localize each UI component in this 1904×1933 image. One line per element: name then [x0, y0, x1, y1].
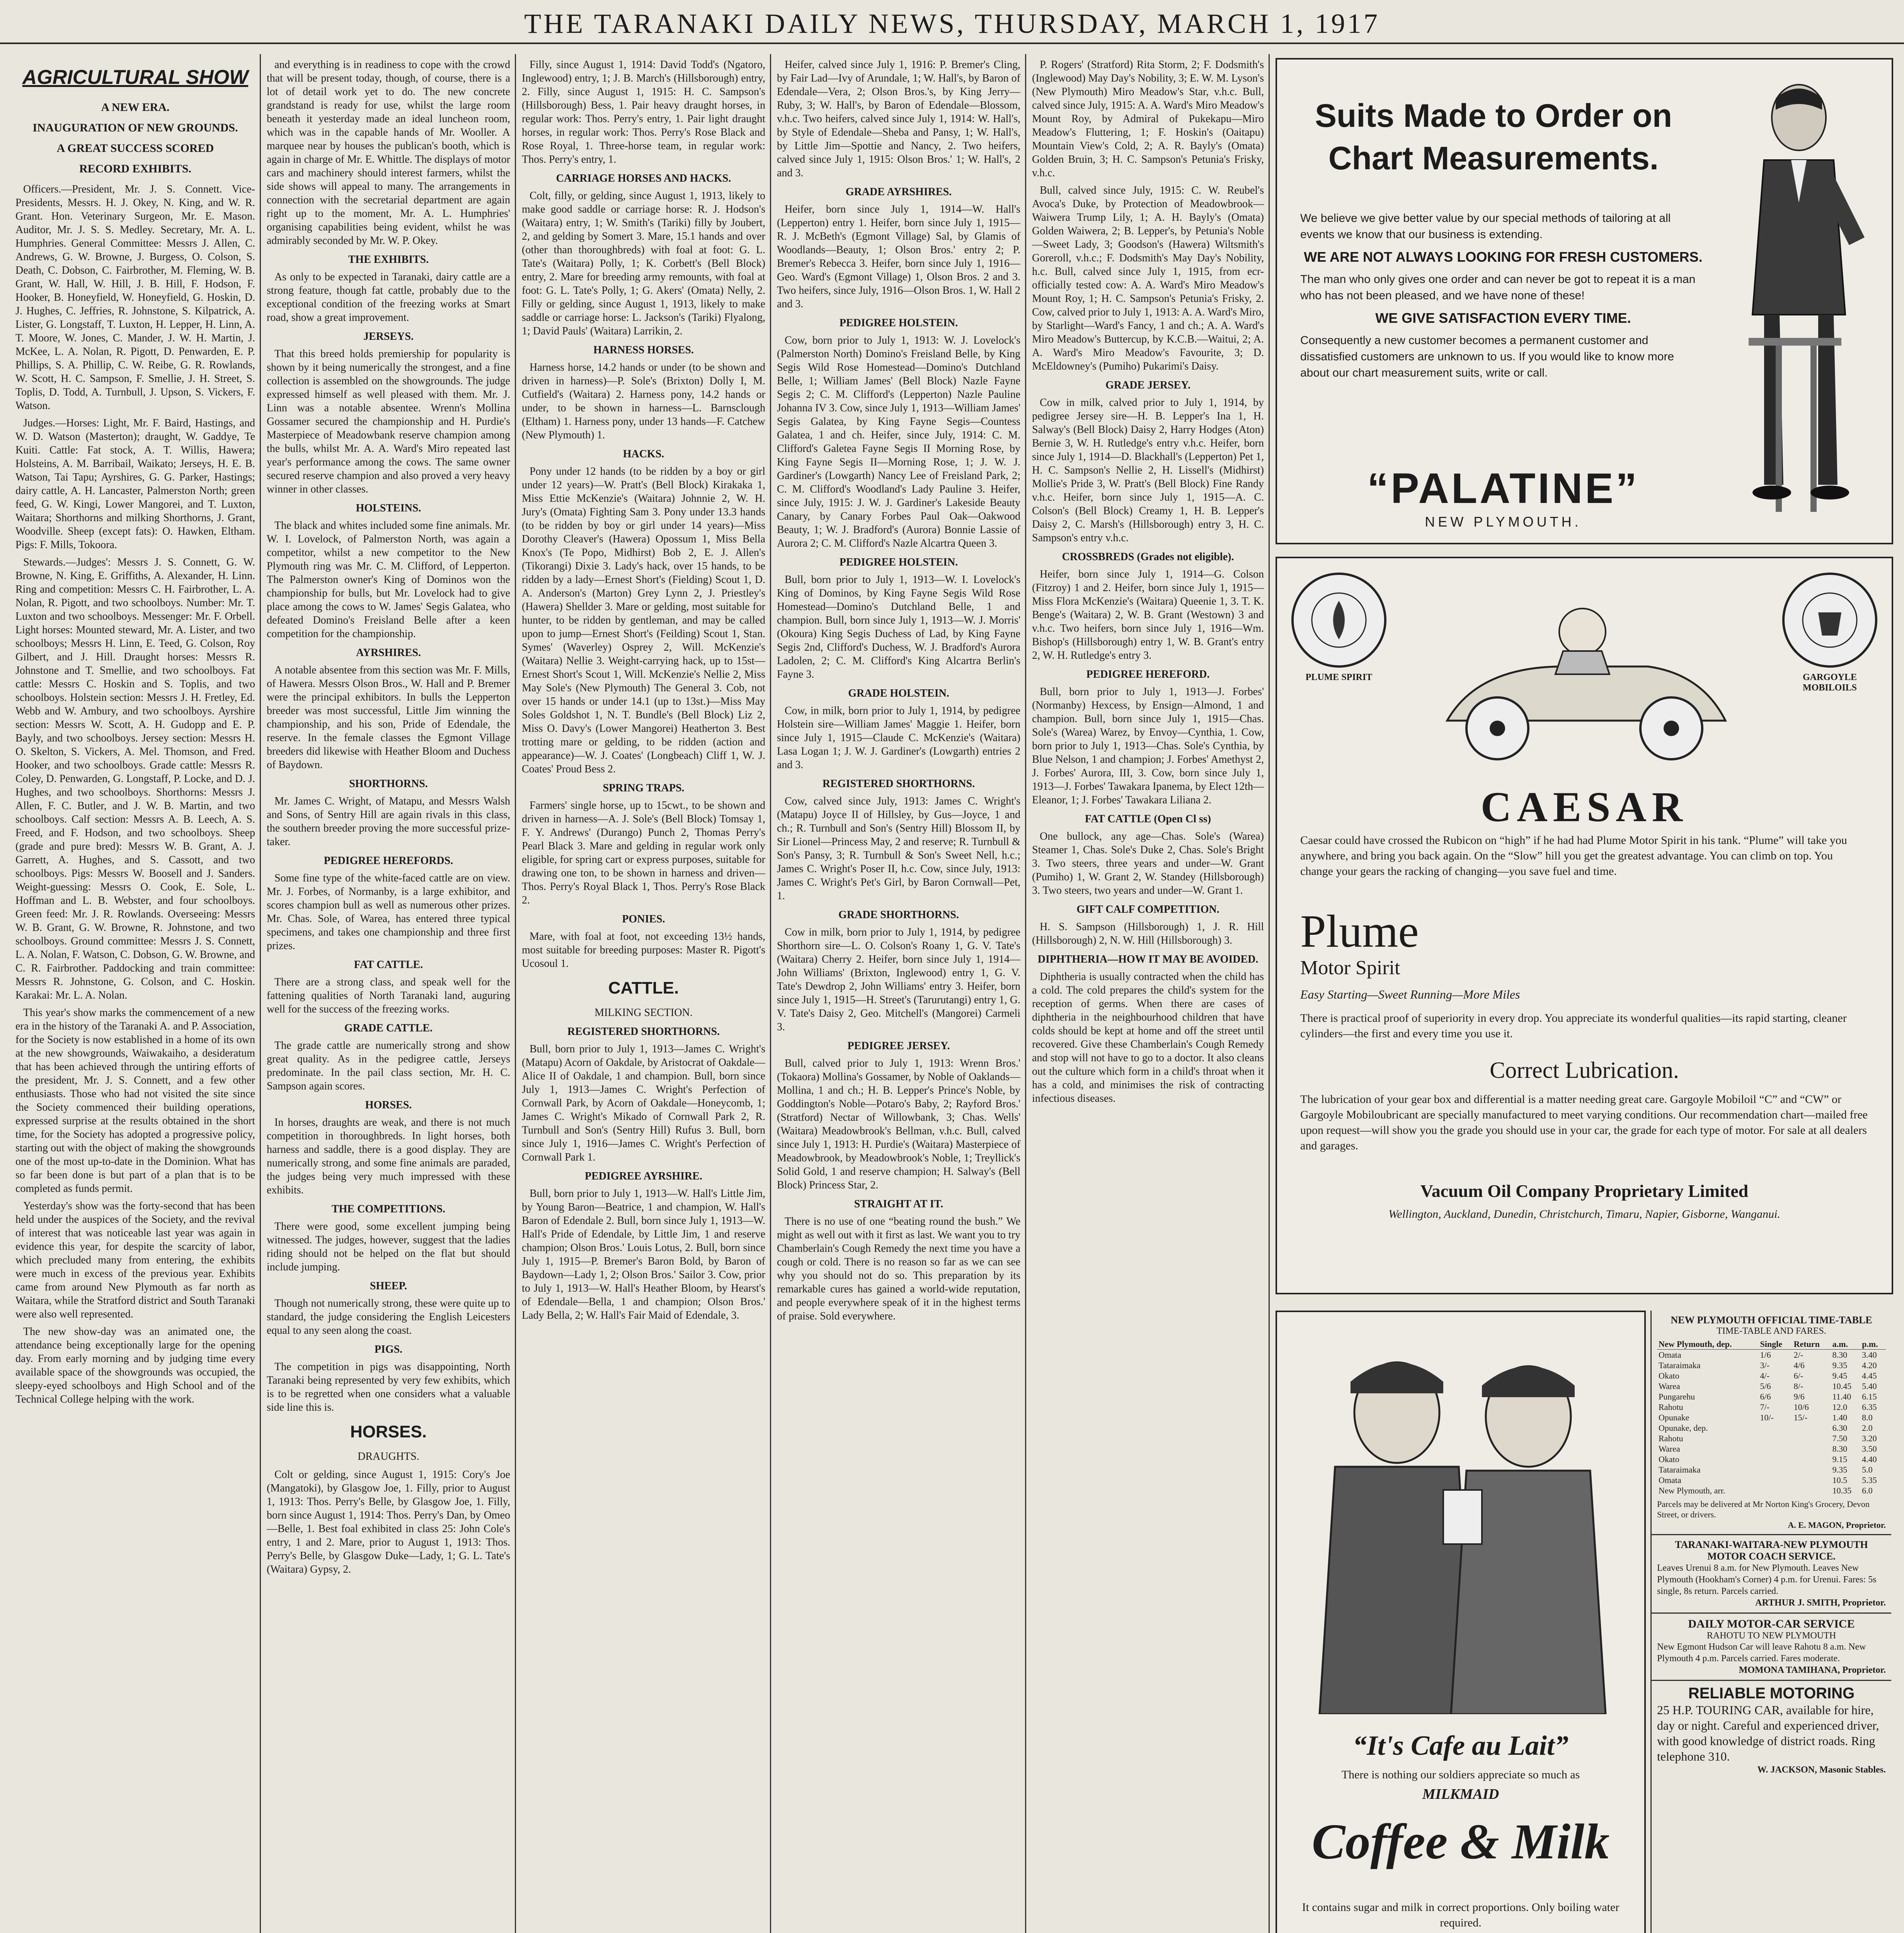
paragraph: Though not numerically strong, these were quite up to standard, the judge considering the English Leicesters equal to any seen along the coast. — [267, 1297, 510, 1336]
column-5 — [1032, 58, 1264, 1933]
timetable-body — [1657, 1350, 1886, 1496]
table-cell: 11.40 — [1832, 1392, 1851, 1401]
paragraph: Colt or gelding, since August 1, 1915: Cory's Joe (Mangatoki), by Glasgow Joe, 1. Filly, prior to August 1, 1913: Thos. Perry's Belle, by Glasgow Joe, 1. Filly, born since August 1, 1914: Thos. Perry's Dan, by Omeo—Belle, 1. Best foal exhibited in class 25: John Cole's entry, 1 and 2. Mare, prior to August 1, 1913: Thos. Perry's Belle, by Glasgow Duke—Lady, 1; G. L. Tate's (Waitara) Gypsy, 2. — [267, 1469, 510, 1575]
ad-product-name: Plume — [1300, 905, 1419, 957]
table-cell — [1759, 1464, 1792, 1475]
column-2 — [267, 58, 510, 1933]
paragraph: Mare, with foal at foot, not exceeding 13½ hands, most suitable for breeding purposes: Master R. Pigott's Ucosoul 1. — [522, 931, 765, 970]
section-heading: SPRING TRAPS. — [603, 782, 685, 794]
section-heading: STRAIGHT AT IT. — [854, 1198, 943, 1210]
paragraph: H. S. Sampson (Hillsborough) 1, J. R. Hill (Hillsborough) 2, N. W. Hill (Hillsborough) 3. — [1032, 921, 1264, 946]
table-row — [1657, 1412, 1886, 1423]
ad-body: 25 H.P. TOURING CAR, available for hire, day or night. Careful and experienced driver, with good knowledge of district roads. Ring telephone 310. — [1657, 1703, 1879, 1763]
coach-service-ad — [1652, 1534, 1891, 1613]
paragraph: Bull, born prior to July 1, 1913—W. I. Lovelock's King of Dominos, by King Fayne Segis Wild Rose Homestead—Domino's Dutchland Belle, 1 and champion. Bull, born since July 1, 1913—W. J. Morris' (Okoura) King Segis Duchess of Lad, by King Fayne Segis 2nd, Clifford's Duchess, W. J. Bradford's Aurora Ladolen, 2; C. M. Clifford's King Alcartra Berlin's Fayne 3. — [777, 574, 1020, 680]
section-heading: GRADE CATTLE. — [344, 1022, 433, 1034]
paragraph: Bull, calved prior to July 1, 1913: Wrenn Bros.' (Tokaora) Mollina's Gossamer, by Noble of Oaklands—Mollina, 1 and ch.; H. B. Lepper's Prince's Noble, by Goddington's Noble—Potaro's Baby, 2; Rayford Bros.' (Stratford) Nectar of Willowbank, 3; Chas. Wells' (Waitara) Meadowbrook's Bellman, v.h.c. Bull, calved since July 1, 1913: H. Purdie's (Waitara) Masterpiece of Meadowbrook, by Meadowbrook's Noble, 1; Treyllick's Solid Gold, 1 and reserve champion; H. Salway's (Bell Block) Princess Star, 2. — [777, 1057, 1020, 1191]
table-cell: 4.20 — [1862, 1360, 1877, 1370]
paragraph: In horses, draughts are weak, and there is not much competition in thoroughbreds. In light horses, both harness and saddle, there is a good display. They are numerically strong, and some fine animals are paraded, the judges being very much impressed with these exhibits. — [267, 1117, 510, 1196]
ad-owner: ARTHUR J. SMITH, Proprietor. — [1755, 1598, 1886, 1608]
table-cell: 6.15 — [1862, 1392, 1877, 1401]
ad-title: DAILY MOTOR-CAR SERVICE — [1688, 1618, 1855, 1630]
section-heading: CARRIAGE HORSES AND HACKS. — [556, 172, 731, 184]
table-cell: 3.20 — [1862, 1434, 1877, 1443]
ad-title: TARANAKI-WAITARA-NEW PLYMOUTH MOTOR COACH SERVICE. — [1675, 1539, 1868, 1562]
paragraph: Cow in milk, calved prior to July 1, 1914, by pedigree Jersey sire—H. B. Lepper's Ina 1, H. Salway's (Bell Block) Daisy 2, Harry Hodges (Aton) Bernie 3, W. H. Rutledge's entry v.h.c. Heifer, born since July 1, 1914—D. Blackhall's (Lepperton) Pet 1, H. C. Sampson's Nellie 2, H. Lissell's (Midhirst) Mollie's Pride 3, W. Pratt's (Bell Block) Fine Randy v.h.c. Heifer, born since July 1, 1915—A. C. Colson's (Bell Block) Creamy 1, H. B. Lepper's Daisy 2, C. Marsh's (Hillsborough) entry 3, H. C. Sampson's entry v.h.c. — [1032, 397, 1264, 544]
table-row — [1657, 1433, 1886, 1444]
table-cell — [1792, 1485, 1831, 1496]
table-cell — [1792, 1464, 1831, 1475]
ad-text: Consequently a new customer becomes a permanent customer and dissatisfied customers are unknown to us. If you would like to know more about our chart measurement suits, write or call. — [1300, 334, 1674, 379]
section-heading: GIFT CALF COMPETITION. — [1076, 903, 1219, 915]
table-cell: 8.30 — [1832, 1444, 1848, 1454]
table-cell: 6.30 — [1832, 1423, 1848, 1433]
column-rule — [770, 54, 771, 1933]
article-subhead: INAUGURATION OF NEW GROUNDS. — [32, 121, 238, 134]
section-heading: GRADE AYRSHIRES. — [845, 186, 952, 198]
paragraph: Filly, since August 1, 1914: David Todd's (Ngatoro, Inglewood) entry, 1; J. B. March's (Hillsborough) entry, 2. Filly, since August 1, 1915: H. C. Sampson's (Hillsborough) Bess, 1. Pair heavy draught horses, in regular work: Thos. Perry's entry, 1. Pair light draught horses, in regular work: Thos. Perry's Rose Black and Rose Royal, 1. Three-horse team, in regular work: Thos. Perry's entry, 1. — [522, 59, 765, 165]
table-cell: 3.40 — [1862, 1350, 1877, 1360]
section-heading: REGISTERED SHORTHORNS. — [567, 1026, 720, 1038]
paragraph: That this breed holds premiership for popularity is shown by it being numerically the strongest, and a fine collection is assembled on the showgrounds. The judge expressed himself as well pleased with them. Mr. J. Linn was a notable absentee. Wrenn's Mollina Gossamer secured the championship and H. Purdie's Masterpiece of Meadowbank reserve champion among the bulls, whilst Mr. A. A. Ward's Miro repeated last year's performance among the cows. The same owner secured reserve champion and also proved a very heavy winner in other classes. — [267, 348, 510, 495]
table-row — [1657, 1423, 1886, 1433]
paragraph: The grade cattle are numerically strong and show great quality. As in the pedigree cattle, Jerseys predominate. In the pail class section, Mr. H. C. Sampson again scores. — [267, 1040, 510, 1092]
ad-body — [1300, 210, 1706, 387]
paragraph: Cow, calved since July, 1913: James C. Wright's (Matapu) Joyce II of Hillsley, by Gus—Joyce, 1 and ch.; R. Turnbull and Son's (Sentry Hill) Blossom II, by Sir Lionel—Princess May, 2 and reserve; R. Turnbull & Son's Pansy, 3; R. Turnbull & Son's Sweet Nell, h.c.; James C. Wright's Poser II, h.c. Cow, since July, 1913: James C. Wright's Pet's Girl, by Baron Cornwall—Pet, 1. — [777, 795, 1020, 902]
table-cell: 9.15 — [1832, 1454, 1848, 1464]
column-rule — [1025, 54, 1026, 1933]
paragraph: There were good, some excellent jumping being witnessed. The judges, however, suggest that the ladies riding should not be helped on the flat but should include jumping. — [267, 1220, 510, 1273]
table-cell: Rahotu — [1659, 1434, 1683, 1443]
section-heading-large: CATTLE. — [608, 978, 679, 997]
paragraph: Cow, in milk, born prior to July 1, 1914, by pedigree Holstein sire—William James' Maggie 1. Heifer, born since July 1, 1915—Claude C. McKenzie's (Waitara) Lasa Logan 1; J. W. J. Gardiner's (Lowgarth) entries 2 and 3. — [777, 705, 1020, 771]
paragraph: Colt, filly, or gelding, since August 1, 1913, likely to make good saddle or carriage horse: R. J. Hodson's (Waitara) entry, 1; W. Smith's (Tariki) filly by Joubert, 2, and gelding by Somert 3. Mare, 15.1 hands and over (other than thoroughbreds) with foal at foot: G. L. Tate's (Waitara) Polly, 1; K. Corbett's (Bell Block) entry, 2. Mare for breeding army remounts, with foal at foot: G. L. Tate's Polly, 1; G. Akers' (Omata) Nelly, 2. Filly or gelding, since August 1, 1913, likely to make saddle or carriage horse: L. Jackson's (Tariki) Flyalong, 1; David Pauls' (Waitara) Larrikin, 2. — [522, 190, 765, 337]
table-cell: 12.0 — [1832, 1402, 1848, 1412]
table-cell: 8/- — [1793, 1381, 1804, 1391]
table-row — [1657, 1454, 1886, 1464]
table-cell: 2.0 — [1862, 1423, 1873, 1433]
paragraph: There are a strong class, and speak well for the fattening qualities of North Taranaki land, auguring well for the success of the freezing works. — [267, 976, 510, 1015]
section-heading: THE EXHIBITS. — [348, 254, 429, 266]
paragraph: Cow, born prior to July 1, 1913: W. J. Lovelock's (Palmerston North) Domino's Freisland Belle, by King Segis Wild Rose Homestead—Domino's Dutchland Belle, 1; William James' (Bell Block) Nazle Fayne Segis 2; C. M. Clifford's (Lepperton) Nazle Pauline Johanna IV 3. Cow, since July 1, 1913—William James' Segis Galatea, by King Fayne Segis—Countess Galatea, 1 and ch. Heifer, since July, 1914: C. M. Clifford's Galetea Fayne Segis II Morning Rose, by King Fayne Segis II—Morning Rose, 1; J. W. J. Gardiner's (Lowgarth) Nancy Lee of Freisland Park, 2; C. M. Clifford's Woodland's Lady Pauline 3. Heifer, since July, 1915: J. W. J. Gardiner's Lakeside Beauty Canary, by Canary Forbes Paul Oak—Oakwood Beauty, 1; W. J. Bradford's (Aurora) Bonnie Lassie of Aurora 2; C. M. Clifford's Nazle Alcartra Queen 3. — [777, 334, 1020, 549]
table-cell — [1792, 1423, 1831, 1433]
table-row — [1657, 1485, 1886, 1496]
section-heading: SHORTHORNS. — [349, 778, 428, 790]
paragraph: Pony under 12 hands (to be ridden by a boy or girl under 12 years)—W. Pratt's (Bell Block) Kirakaka 1, Miss Ettie McKenzie's (Waitara) Johnnie 2, W. H. Jury's (Omata) Fighting Sam 3. Pony under 13.3 hands (to be ridden by boy or girl under 14 years)—Miss Dorothy Cleaver's (Hawera) Opossum 1, Miss Bella Knox's (Te Popo, Midhirst) Bob 2, E. J. Allen's (Tikorangi) Dixie 3. Lady's hack, over 15 hands, to be ridden by a lady—Ernest Short's (Fielding) Scout 1, D. A. Anderson's (Marton) Grey Lynn 2, J. Priestley's (Hawera) Shellder 3. Mare or gelding, most suitable for hunter, to be ridden by gentleman, and may be called upon to jump—Ernest Short's (Feilding) Scout 1, Stan. Symes' (Waverley) Osprey 2, Will. McKenzie's (Waitara) Nellie 3. Weight-carrying hack, up to 15st—Ernest Short's Scout 1, Will. McKenzie's Nellie 2, Miss May Sole's (New Plymouth) The General 3. Cob, not over 15 hands or under 14.1 (up to 13st.)—Miss May Soles Goldshot 1, N. T. Bundle's (Bell Block) Liz 2, Miss O. Davy's (Lower Mangorei) Heatherton 3. Best trotting mare or gelding, to be ridden (action and appearance)—W. J. Coates' (Longbeach) Cliff 1, W. J. Coates' Proud Bess 2. — [522, 465, 765, 775]
article-subhead: A NEW ERA. — [101, 101, 170, 114]
table-cell — [1792, 1454, 1831, 1464]
paragraph: Farmers' single horse, up to 15cwt., to be shown and driven in harness—A. J. Sole's (Bell Block) Tomsay 1, F. Y. Andrews' (Durango) Punch 2, Thomas Perry's Pearl Black 3. Mare and gelding in regular work only eligible, for spring cart or express purposes, suitable for drawing one ton, to be shown in harness and driven—Thos. Perry's Royal Black 1, Thos. Perry's Rose Black 2. — [522, 799, 765, 906]
section-heading: PEDIGREE HOLSTEIN. — [839, 556, 958, 568]
table-cell: Warea — [1659, 1381, 1680, 1391]
section-heading: HORSES. — [365, 1099, 412, 1111]
section-heading: THE COMPETITIONS. — [331, 1203, 446, 1215]
table-row — [1657, 1391, 1886, 1402]
paragraph: Diphtheria is usually contracted when the child has a cold. The cold prepares the child's system for the reception of germs. When there are cases of diphtheria in the neighbourhood children that have colds should be kept at home and off the street until recovered. Give these Chamberlain's Cough Remedy and stop will not have to go to a doctor. It also cleans out the culture which form in a child's throat when it has a cold, and minimises the risk of contracting infectious diseases. — [1032, 971, 1264, 1105]
ad-car-name: CAESAR — [1480, 783, 1688, 830]
masthead: THE TARANAKI DAILY NEWS, THURSDAY, MARCH 1, 1917 — [0, 8, 1904, 44]
paragraph: There is no use of one “beating round the bush.” We might as well out with it first as last. We want you to try Chamberlain's Cough Remedy the next time you have a cough or cold. There is no reason so far as we can see why you should not do so. This preparation by its remarkable cures has gained a world-wide reputation, and people everywhere speak of it in the highest terms of praise. Sold everywhere. — [777, 1215, 1020, 1322]
ad-title: RELIABLE MOTORING — [1688, 1685, 1855, 1702]
ad-subtitle: There is nothing our soldiers appreciate so much as — [1341, 1768, 1580, 1781]
paragraph: A notable absentee from this section was Mr. F. Mills, of Hawera. Messrs Olson Bros., W. Hall and P. Bremer were the principal exhibitors. In bulls the Lepperton breeder was most successful, Little Jim winning the championship, and his son, Pride of Edendale, the reserve. In the female classes the Egmont Village breeders did likewise with Heather Bloom and Duchess of Baydown. — [267, 664, 510, 771]
table-cell: 9.45 — [1832, 1371, 1848, 1381]
table-cell: 10.35 — [1832, 1486, 1852, 1495]
ad-place: NEW PLYMOUTH. — [1425, 514, 1582, 530]
table-cell: Tataraimaka — [1659, 1360, 1701, 1370]
article-subhead: A GREAT SUCCESS SCORED — [56, 142, 214, 155]
paragraph: Stewards.—Judges': Messrs J. S. Connett, G. W. Browne, N. King, E. Griffiths, A. Alexander, H. Linn. Ring and competition: Messrs C. H. Fairbrother, L. A. Nolan, R. Pigott, and two schoolboys. Number: Mr. T. Luxton and two schoolboys. Messenger: Mr. F. Orbell. Light horses: Mounted steward, Mr. A. Lister, and two schoolboys; Messrs H. Linn, E. Teed, G. Colson, Roy Gilbert, and J. Hill. Draught horses: Messrs R. Johnstone and T. Smellie, and two schoolboys. Fat cattle: Messrs C. Hoskin and S. Toplis, and two schoolboys. Holstein section: Messrs J. H. Fretley, Ed. Webb and W. Ambury, and two schoolboys. Ayrshire section: Messrs W. Scott, A. H. Gudopp and E. P. Bayly, and two schoolboys. Jersey section: Messrs H. O. Skelton, S. Vickers, A. Mel. Thomson, and Fred. Hooker, and two schoolboys. Grade cattle: Messrs R. Coley, D. Penwarden, G. Longstaff, P. Locke, and D. J. Hughes, and two schoolboys. Shorthorns: Messrs J. Allen, F. C. Butler, and J. W. B. Martin, and two schoolboys. Calf section: Messrs A. B. Leech, A. S. Freed, and F. Hodson, and two schoolboys. Sheep (grade and pure bred): Messrs W. B. Grant, A. J. Garrett, A. Hughes, and S. Cassott, and two schoolboys. Pigs: Messrs W. Boosell and J. Sanders. Weight-guessing: Messrs O. Cook, E. Sole, L. Hoffman and L. B. Webster, and four schoolboys. Green feed: Mr. J. R. Rowlands. Overseeing: Messrs W. B. Grant, G. W. Browne, R. Johnstone, and two schoolboys. Ground committee: Messrs J. S. Connett, L. A. Nolan, F. Watson, C. Dobson, G. W. Browne, and C. R. Fairbrother. Paddocking and train committee: Messrs R. Johnstone, G. Colson, and C. Hoskin. Karakai: Mr. L. A. Nolan. — [15, 556, 255, 1001]
paragraph: Cow in milk, born prior to July 1, 1914, by pedigree Shorthorn sire—L. O. Colson's Roany 1, G. V. Tate's (Waitara) Cherry 2. Heifer, born since July 1, 1914—John Williams' (Brixton, Inglewood) entry 1, G. V. Tate's Dewdrop 2, John Williams' entry 3. Heifer, born since July 1, 1915—H. Street's (Tarurutangi) entry 1, G. V. Tate's Daisy 2, Geo. Mitchell's (Mangorei) Carmeli 3. — [777, 926, 1020, 1033]
section-heading: PIGS. — [374, 1343, 403, 1355]
timetable-owner: A. E. MAGON, Proprietor. — [1788, 1520, 1886, 1530]
table-header: p.m. — [1860, 1339, 1886, 1350]
column-1 — [15, 58, 255, 1933]
section-heading: GRADE SHORTHORNS. — [838, 909, 959, 921]
section-heading: PEDIGREE HOLSTEIN. — [839, 317, 958, 329]
table-cell: 10/- — [1760, 1413, 1774, 1422]
ad-brand: “PALATINE” — [1367, 465, 1639, 512]
paragraph: Harness horse, 14.2 hands or under (to be shown and driven in harness)—P. Sole's (Brixton) Dolly I, M. Cutfield's (Waitara) 2. Harness pony, 14.2 hands or under, to be shown in harness—L. Barnsclough (Eltham) 1. Harness pony, under 13 hands—F. Catchew (New Plymouth) 1. — [522, 361, 765, 441]
table-cell: Tataraimaka — [1659, 1465, 1701, 1474]
paragraph: The new show-day was an animated one, the attendance being exceptionally large for the opening day. From early morning and by judging time every available space of the showgrounds was occupied, the sleepy-eyed schoolboys and High School and of the Technical College helping with the work. — [15, 1326, 255, 1405]
section-heading: PEDIGREE HEREFORDS. — [324, 855, 453, 867]
paragraph: One bullock, any age—Chas. Sole's (Warea) Steamer 1, Chas. Sole's Duke 2, Chas. Sole's Bright 3. Two steers, three years and under—W. Grant (Pumiho) 1, W. Grant 2, W. Standey (Hillsborough) 3. Two steers, two years and under—W. Grant 1. — [1032, 830, 1264, 897]
paragraph: Heifer, born since July 1, 1914—G. Colson (Fitzroy) 1 and 2. Heifer, born since July 1, 1915—Miss Flora McKenzie's (Waitara) Queenie 1, 3. T. K. Benge's (Waitara) 2, W. B. Grant (Westown) 3 and v.h.c. Two heifers, born since July 1, 1916—Wm. Bishop's (Hillsborough) entry 1, W. B. Grant's entry 2, W. H. Rutledge's entry 3. — [1032, 568, 1264, 661]
table-cell: 4/6 — [1793, 1360, 1805, 1370]
table-cell: 1.40 — [1832, 1413, 1848, 1422]
table-cell: 4/- — [1760, 1371, 1769, 1381]
section-subheading: MILKING SECTION. — [594, 1007, 693, 1019]
table-header: a.m. — [1831, 1339, 1860, 1350]
paragraph: Bull, born prior to July 1, 1913—W. Hall's Little Jim, by Young Baron—Beatrice, 1 and champion, W. Hall's Baron of Edendale 2. Bull, born since July 1, 1913—W. Hall's Pride of Edendale, by Little Jim, 1 and reserve champion; Olson Bros.' Louis Lotus, 2. Bull, born since July 1, 1915—P. Bremer's Baron Bold, by Baron of Baydown—Lady 1, 2; Olson Bros.' Sailor 3. Cow, prior to July 1, 1913—W. Hall's Heather Bloom, by Hearst's of Edendale—Bella, 1 and champion; Olson Bros.' Lady Bella, 2; W. Hall's Fair Maid of Edendale, 3. — [522, 1188, 765, 1321]
paragraph: Officers.—President, Mr. J. S. Connett. Vice-Presidents, Messrs. H. J. Okey, N. King, and W. R. Grant. Hon. Veterinary Surgeon, Mr. E. Mason. Auditor, Mr. J. S. S. Medley. Secretary, Mr. A. L. Humphries. General Committee: Messrs J. Allen, C. Andrews, G. W. Browne, J. Burgess, O. Colson, S. Death, C. Dobson, C. Fairbrother, M. Fleming, W. B. Grant, W. Hall, W. Hill, J. B. Hill, F. Hodson, F. Hooker, B. Honeyfield, W. Honeyfield, G. Hoskin, D. J. Hughes, C. Jeffries, R. Johnstone, S. Kilpatrick, A. Lister, G. Longstaff, T. Luxton, H. Lepper, H. Linn, A. T. Moore, W. Jones, C. Mander, J. W. H. Martin, J. McKee, L. A. Nolan, R. Pigott, D. Penwarden, E. P. Phillips, S. A. Phillip, C. W. Reibe, G. R. Rowlands, W. Scott, H. C. Sampson, F. Smellie, J. H. Street, S. Toplis, D. Todd, A. Turnbull, J. Upson, S. Vickers, F. Watson. — [15, 183, 255, 412]
table-cell: 1/6 — [1760, 1350, 1771, 1360]
table-cell: 6/6 — [1760, 1392, 1771, 1401]
plume-spirit-badge-icon — [1289, 570, 1389, 670]
table-cell: 4.45 — [1862, 1371, 1877, 1381]
table-cell: Okato — [1659, 1371, 1679, 1381]
ad-body: It contains sugar and milk in correct proportions. Only boiling water required. — [1302, 1901, 1620, 1929]
paragraph: Bull, calved since July, 1915: C. W. Reubel's Avoca's Duke, by Protection of Meadowbrook—Waiwera Trump Lily, 1; A. H. Bayly's (Omata) Golden Waiwera, 2; B. Lepper's, by Petunia's Noble—Sweet Lady, 3; Goodson's (Hawera) Wiltsmith's Goreroll, v.h.c.; F. Dodsmith's May Day's Nobility, h.c. Bull, calved since July 1, 1915, from ecr-officially tested cow: A. A. Ward's Miro Meadow's Mount Roy, 1; H. C. Sampson's Petunia's Frisky, 2. Cow, calved prior to July 1, 1913: A. A. Ward's Miro, by Starlight—Ward's Fancy, 1 and ch.; A. A. Ward's Miro Meadow's Buttercup, by K.C.B.—Waitui, 2; A. A. Ward's Miro Meadow's Favourite, 3; D. McEldowney's (Pumiho) Pukarimi's Daisy. — [1032, 184, 1264, 372]
table-cell — [1759, 1444, 1792, 1454]
paragraph: The competition in pigs was disappointing, North Taranaki being represented by very few exhibits, which is to be regretted when one considers what a valuable side line this is. — [267, 1361, 510, 1413]
table-cell: 5/6 — [1760, 1381, 1771, 1391]
timetable-note: Parcels may be delivered at Mr Norton King's Grocery, Devon Street, or drivers. — [1657, 1499, 1870, 1519]
paragraph: Judges.—Horses: Light, Mr. F. Baird, Hastings, and W. D. Watson (Masterton); draught, W. Gaddye, Te Kuiti. Cattle: Fat stock, A. T. Willis, Hawera; Holsteins, A. M. Barribail, Waikato; Jerseys, H. E. B. Watson, Tai Tapu; Ayrshires, G. G. Parker, Hastings; dairy cattle, A. H. Lancaster, Palmerston North; green feed, G. W. Kingi, Lower Mangorei, and T. Luxton, Waitara; Shorthorns and milking Shorthorns, J. Grant, Woodville. Sheep (except fats): O. Hawken, Eltham. Pigs: F. Mills, Tokoora. — [15, 417, 255, 551]
ad-text: We believe we give better value by our special methods of tailoring at all events we know that our business is extending. — [1300, 212, 1671, 241]
table-cell: 5.40 — [1862, 1381, 1877, 1391]
ad-intro: Caesar could have crossed the Rubicon on “high” if he had had Plume Motor Spirit in his tank. “Plume” will take you anywhere, and bring you back again. On the “Slow” hill you get the greatest advantage. You can climb on top. You change your gears the racking of changing—you save fuel and time. — [1300, 834, 1847, 878]
soldiers-illustration-icon — [1296, 1328, 1625, 1714]
ad-title: “It's Cafe au Lait” — [1352, 1730, 1569, 1761]
table-row — [1657, 1475, 1886, 1485]
table-cell: Warea — [1659, 1444, 1680, 1454]
section-heading: AYRSHIRES. — [356, 647, 421, 659]
column-rule — [1269, 54, 1270, 1933]
section-heading: PEDIGREE JERSEY. — [847, 1040, 950, 1052]
paragraph: As only to be expected in Taranaki, dairy cattle are a strong feature, though fat cattle, probably due to the exceptional condition of the freezing works at Smart road, show a great improvement. — [267, 271, 510, 324]
table-cell: 7/- — [1760, 1402, 1769, 1412]
table-header: New Plymouth, dep. — [1657, 1339, 1759, 1350]
table-cell — [1792, 1475, 1831, 1485]
table-cell: New Plymouth, arr. — [1659, 1486, 1725, 1495]
section-heading: PEDIGREE HEREFORD. — [1086, 668, 1210, 680]
table-cell — [1792, 1433, 1831, 1444]
section-heading-large: HORSES. — [350, 1422, 427, 1441]
table-cell: 10.45 — [1832, 1381, 1852, 1391]
paragraph: Mr. James C. Wright, of Matapu, and Messrs Walsh and Sons, of Sentry Hill are again rivals in this class, the southern breeder proving the more successful prize-taker. — [267, 795, 510, 848]
daily-motor-car-ad — [1652, 1613, 1891, 1680]
table-cell: 6/- — [1793, 1371, 1804, 1381]
ad-text: The man who only gives one order and can never be got to repeat it is a man who has not been pleased, and we have none of these! — [1300, 273, 1696, 302]
paragraph: P. Rogers' (Stratford) Rita Storm, 2; F. Dodsmith's (Inglewood) May Day's Nobility, 3; E. W. M. Lyson's (New Plymouth) Miro Meadow's Star, v.h.c. Bull, calved since July, 1915: A. A. Ward's Miro Meadow's Mount Roy, by Admiral of Pukekapu—Miro Meadow's Fluttering, 1; F. Hoskin's (Oaitapu) Mountain View's Cold, 2; A. R. Bayly's (Omata) Golden Bruin, 3; H. C. Sampson's Petunia's Frisky, v.h.c. — [1032, 59, 1264, 179]
coffee-milk-ad — [1276, 1311, 1646, 1933]
ad-subtitle: RAHOTU TO NEW PLYMOUTH — [1706, 1631, 1836, 1641]
table-row — [1657, 1444, 1886, 1454]
section-heading: SHEEP. — [370, 1280, 407, 1292]
ad-subtitle: MILKMAID — [1422, 1786, 1499, 1802]
section-heading: CROSSBREDS (Grades not eligible). — [1062, 551, 1234, 563]
timetable-table — [1657, 1339, 1886, 1496]
ad-body: New Egmont Hudson Car will leave Rahotu 8 a.m. New Plymouth 4 p.m. Parcels carried. Fares moderate. — [1657, 1642, 1866, 1664]
paragraph: Yesterday's show was the forty-second that has been held under the auspices of the Society, and the revival of interest that was noticeable last year was again in evidence this year, for despite the scarcity of labor, which precluded many from entering, the exhibits were much in excess of the previous year. Exhibits came from around New Plymouth as far north as Waitara, while the Stratford district and South Taranaki were also well represented. — [15, 1200, 255, 1320]
ad-brand: Coffee & Milk — [1311, 1814, 1610, 1870]
plume-spirit-ad — [1276, 557, 1893, 1294]
table-cell: 8.30 — [1832, 1350, 1848, 1360]
section-heading: GRADE HOLSTEIN. — [848, 687, 949, 699]
section-subheading: DRAUGHTS. — [358, 1451, 419, 1463]
timetable-block — [1652, 1311, 1891, 1534]
table-cell: Opunake, dep. — [1659, 1423, 1708, 1433]
section-heading: REGISTERED SHORTHORNS. — [822, 778, 975, 790]
column-3 — [522, 58, 765, 1933]
table-row — [1657, 1402, 1886, 1412]
table-cell: 8.0 — [1862, 1413, 1873, 1422]
section-heading: FAT CATTLE. — [354, 959, 423, 971]
table-cell: 5.35 — [1862, 1475, 1877, 1485]
table-header: Return — [1792, 1339, 1831, 1350]
ad-text: WE ARE NOT ALWAYS LOOKING FOR FRESH CUSTOMERS. — [1304, 249, 1703, 265]
table-cell: Opunake — [1659, 1413, 1689, 1422]
table-cell: 3.50 — [1862, 1444, 1877, 1454]
table-row — [1657, 1464, 1886, 1475]
section-heading: HOLSTEINS. — [356, 502, 421, 514]
table-cell: 4.40 — [1862, 1454, 1877, 1464]
table-row — [1657, 1360, 1886, 1370]
table-cell: 6.35 — [1862, 1402, 1877, 1412]
table-cell — [1759, 1433, 1792, 1444]
table-row — [1657, 1381, 1886, 1391]
gargoyle-badge-icon — [1780, 570, 1880, 670]
ad-owner: MOMONA TAMIHANA, Proprietor. — [1739, 1665, 1886, 1675]
section-heading: PONIES. — [622, 913, 665, 925]
table-cell: 15/- — [1793, 1413, 1808, 1422]
table-row — [1657, 1350, 1886, 1360]
ad-places: Wellington, Auckland, Dunedin, Christchurch, Timaru, Napier, Gisborne, Wanganui. — [1388, 1208, 1780, 1220]
badge-label: PLUME SPIRIT — [1305, 672, 1373, 682]
table-cell: 9.35 — [1832, 1465, 1848, 1474]
section-heading: GRADE JERSEY. — [1105, 379, 1190, 391]
table-cell: Pungarehu — [1659, 1392, 1695, 1401]
ad-text: WE GIVE SATISFACTION EVERY TIME. — [1375, 310, 1631, 326]
reliable-motoring-ad — [1652, 1680, 1891, 1780]
table-cell: Omata — [1659, 1475, 1681, 1485]
table-cell: Omata — [1659, 1350, 1681, 1360]
table-row — [1657, 1370, 1886, 1381]
column-rule — [515, 54, 516, 1933]
ad-owner: W. JACKSON, Masonic Stables. — [1757, 1765, 1886, 1775]
timetable-subtitle: TIME-TABLE AND FARES. — [1717, 1326, 1826, 1336]
table-cell: 2/- — [1793, 1350, 1804, 1360]
paragraph: Heifer, calved since July 1, 1916: P. Bremer's Cling, by Fair Lad—Ivy of Arundale, 1; W. Hall's, by Baron of Edendale—Vera, 2; Olson Bros.'s, by King Jerry—Ruby, 3; W. Hall's, by Baron of Edendale—Blossom, v.h.c. Two heifers, calved since July 1, 1914: W. Hall's, by Style of Edendale—Sheba and Pansy, 1; W. Hall's, by Little Jim—Spottie and Nancy, 2. Two heifers, calved since July 1, 1915: Olson Bros.' 1; W. Hall's, 2 and 3. — [777, 59, 1020, 179]
timetable-column — [1650, 1311, 1891, 1933]
table-cell: 5.0 — [1862, 1465, 1873, 1474]
table-cell — [1759, 1475, 1792, 1485]
paragraph: Some fine type of the white-faced cattle are on view. Mr. J. Forbes, of Normanby, is a large exhibitor, and scores champion bull as well as numerous other prizes. Mr. Chas. Sole, of Warea, has entered three typical specimens, and takes one championship and three first prizes. — [267, 872, 510, 952]
paragraph: Heifer, born since July 1, 1914—W. Hall's (Lepperton) entry 1. Heifer, born since July 1, 1915—R. J. McBeth's (Egmont Village) Sal, by Glamis of Woodlands—Beauty, 1; Olson Bros.' entry 2; P. Bremer's Rebecca 3. Heifer, born since July 1, 1916—Geo. Ward's (Egmont Village) 1, Olson Bros. 2 and 3. Two heifers, since July, 1916—Olson Bros. 1, W. Hall 2 and 3. — [777, 203, 1020, 310]
table-cell: 7.50 — [1832, 1434, 1848, 1443]
table-cell — [1792, 1444, 1831, 1454]
ad-body: The lubrication of your gear box and differential is a matter needing great care. Gargoyle Mobiloil “C” and “CW” or Gargoyle Mobiloubricant are specially manufactured to meet varying conditions. Our recommendation chart—mailed free upon request—will show you the grade you should use in your car, the grade for each type of motor. For sale at all dealers and garages. — [1300, 1093, 1868, 1152]
table-cell: 9.35 — [1832, 1360, 1848, 1370]
section-heading: DIPHTHERIA—HOW IT MAY BE AVOIDED. — [1037, 953, 1259, 965]
section-heading: HARNESS HORSES. — [593, 344, 694, 356]
ad-company: Vacuum Oil Company Proprietary Limited — [1420, 1181, 1749, 1201]
ad-title: Suits Made to Order on Chart Measurements. — [1315, 97, 1672, 176]
table-cell — [1759, 1485, 1792, 1496]
table-cell: 9/6 — [1793, 1392, 1805, 1401]
column-rule — [260, 54, 261, 1933]
timetable-title: NEW PLYMOUTH OFFICIAL TIME-TABLE — [1671, 1314, 1872, 1326]
badge-label: GARGOYLE MOBILOILS — [1802, 672, 1857, 693]
paragraph: Bull, born prior to July 1, 1913—J. Forbes' (Normanby) Hexcess, by Ensign—Almond, 1 and champion. Bull, born since July 1, 1915—Chas. Sole's (Warea) Warez, by Envoy—Cynthia, 1. Cow, born prior to July 1, 1913—Chas. Sole's Cynthia, by Blue Nelson, 1 and champion; J. Forbes' Amethyst 2, J. Forbes' Aurora, III, 3. Cow, born since July 1, 1913—J. Forbes' Tawakara Ipanema, by Elect 12th—Eleanor, 1; J. Forbes' Tawakara Liliana 2. — [1032, 686, 1264, 806]
table-cell: 10.5 — [1832, 1475, 1848, 1485]
ad-body: There is practical proof of superiority in every drop. You appreciate its wonderful qualities—its rapid starting, cleaner cylinders—the first and every time you use it. — [1300, 1012, 1847, 1040]
table-cell: Okato — [1659, 1454, 1679, 1464]
table-header: Single — [1759, 1339, 1792, 1350]
table-cell: 10/6 — [1793, 1402, 1809, 1412]
paragraph: The black and whites included some fine animals. Mr. W. I. Lovelock, of Palmerston North, was again a competitor, whilst a new competitor to the New Plymouth ring was Mr. C. M. Clifford, of Lepperton. The Palmerston owner's King of Dominos won the championship for bulls, but Mr. Lovelock had to give place among the cows to W. James' Segis Galatea, who defeated Domino's Freisland Belle after a keen competition for the championship. — [267, 520, 510, 640]
palatine-ad — [1276, 58, 1893, 544]
table-cell — [1759, 1454, 1792, 1464]
paragraph: and everything is in readiness to cope with the crowd that will be present today, though, of course, there is a lot of detail work yet to do. The new concrete grandstand is ready for use, whilst the large room beneath it yesterday made an ideal luncheon room, which was in the capable hands of Mr. Wooller. A marquee near by houses the publican's booth, which is again in charge of Mr. E. Whittle. The displays of motor cars and machinery should interest farmers, whilst the side shows will appeal to many. The arrangements in connection with the secretarial department are again right up to the moment, Mr. A. L. Humphries' organising capabilities being evident, whilst he was admirably seconded by Mr. W. P. Okey. — [267, 59, 510, 247]
paragraph: Bull, born prior to July 1, 1913—James C. Wright's (Matapu) Acorn of Oakdale, by Aristocrat of Oakdale—Alice II of Oakdale, 1 and champion. Bull, born since July 1, 1913—James C. Wright's Perfection of Cornwall Park, by Acorn of Oakdale—Honeycomb, 1; James C. Wright's Mikado of Cornwall Park 2, R. Turnbull and Son's (Sentry Hill) Rufus 3. Bull, born since July 1, 1916—James C. Wright's Perfection of Cornwall Park 1. — [522, 1043, 765, 1163]
section-heading: JERSEYS. — [363, 331, 414, 343]
table-cell — [1759, 1423, 1792, 1433]
ad-body: Leaves Urenui 8 a.m. for New Plymouth. Leaves New Plymouth (Hookham's Corner) 4 p.m. for Urenui. Fares: 5s single, 8s return. Parcels carried. — [1657, 1563, 1877, 1596]
article-subhead: RECORD EXHIBITS. — [79, 162, 192, 175]
section-heading: PEDIGREE AYRSHIRE. — [585, 1170, 702, 1182]
ad-subhead: Correct Lubrication. — [1490, 1057, 1679, 1083]
section-heading: FAT CATTLE (Open Cl ss) — [1085, 813, 1211, 825]
section-heading: HACKS. — [623, 448, 664, 460]
table-cell: Rahotu — [1659, 1402, 1683, 1412]
table-cell: 3/- — [1760, 1360, 1769, 1370]
caesar-car-illustration-icon — [1401, 574, 1768, 775]
article-headline: AGRICULTURAL SHOW — [22, 66, 249, 89]
column-4 — [777, 58, 1020, 1933]
gentleman-illustration-icon — [1718, 75, 1880, 531]
ad-slogan: Easy Starting—Sweet Running—More Miles — [1300, 987, 1520, 1001]
table-cell: 6.0 — [1862, 1486, 1873, 1495]
paragraph: This year's show marks the commencement of a new era in the history of the Taranaki A. and P. Association, for the Society is now established in a home of its own at the new showgrounds, Waiwakaiho, a desideratum that has been achieved through the untiring efforts of the president, Mr. J. S. Connett, and a few other enthusiasts. Those who had not visited the site since the Society commenced their building operations, expressed surprise at the results obtained in the short time, for the Society has adopted a progressive policy, starting out with the object of making the showgrounds one of the most up-to-date in the Dominion. What has so far been done is but part of a plan that is to be completed as funds permit. — [15, 1007, 255, 1195]
ad-product-tag: Motor Spirit — [1300, 957, 1400, 979]
